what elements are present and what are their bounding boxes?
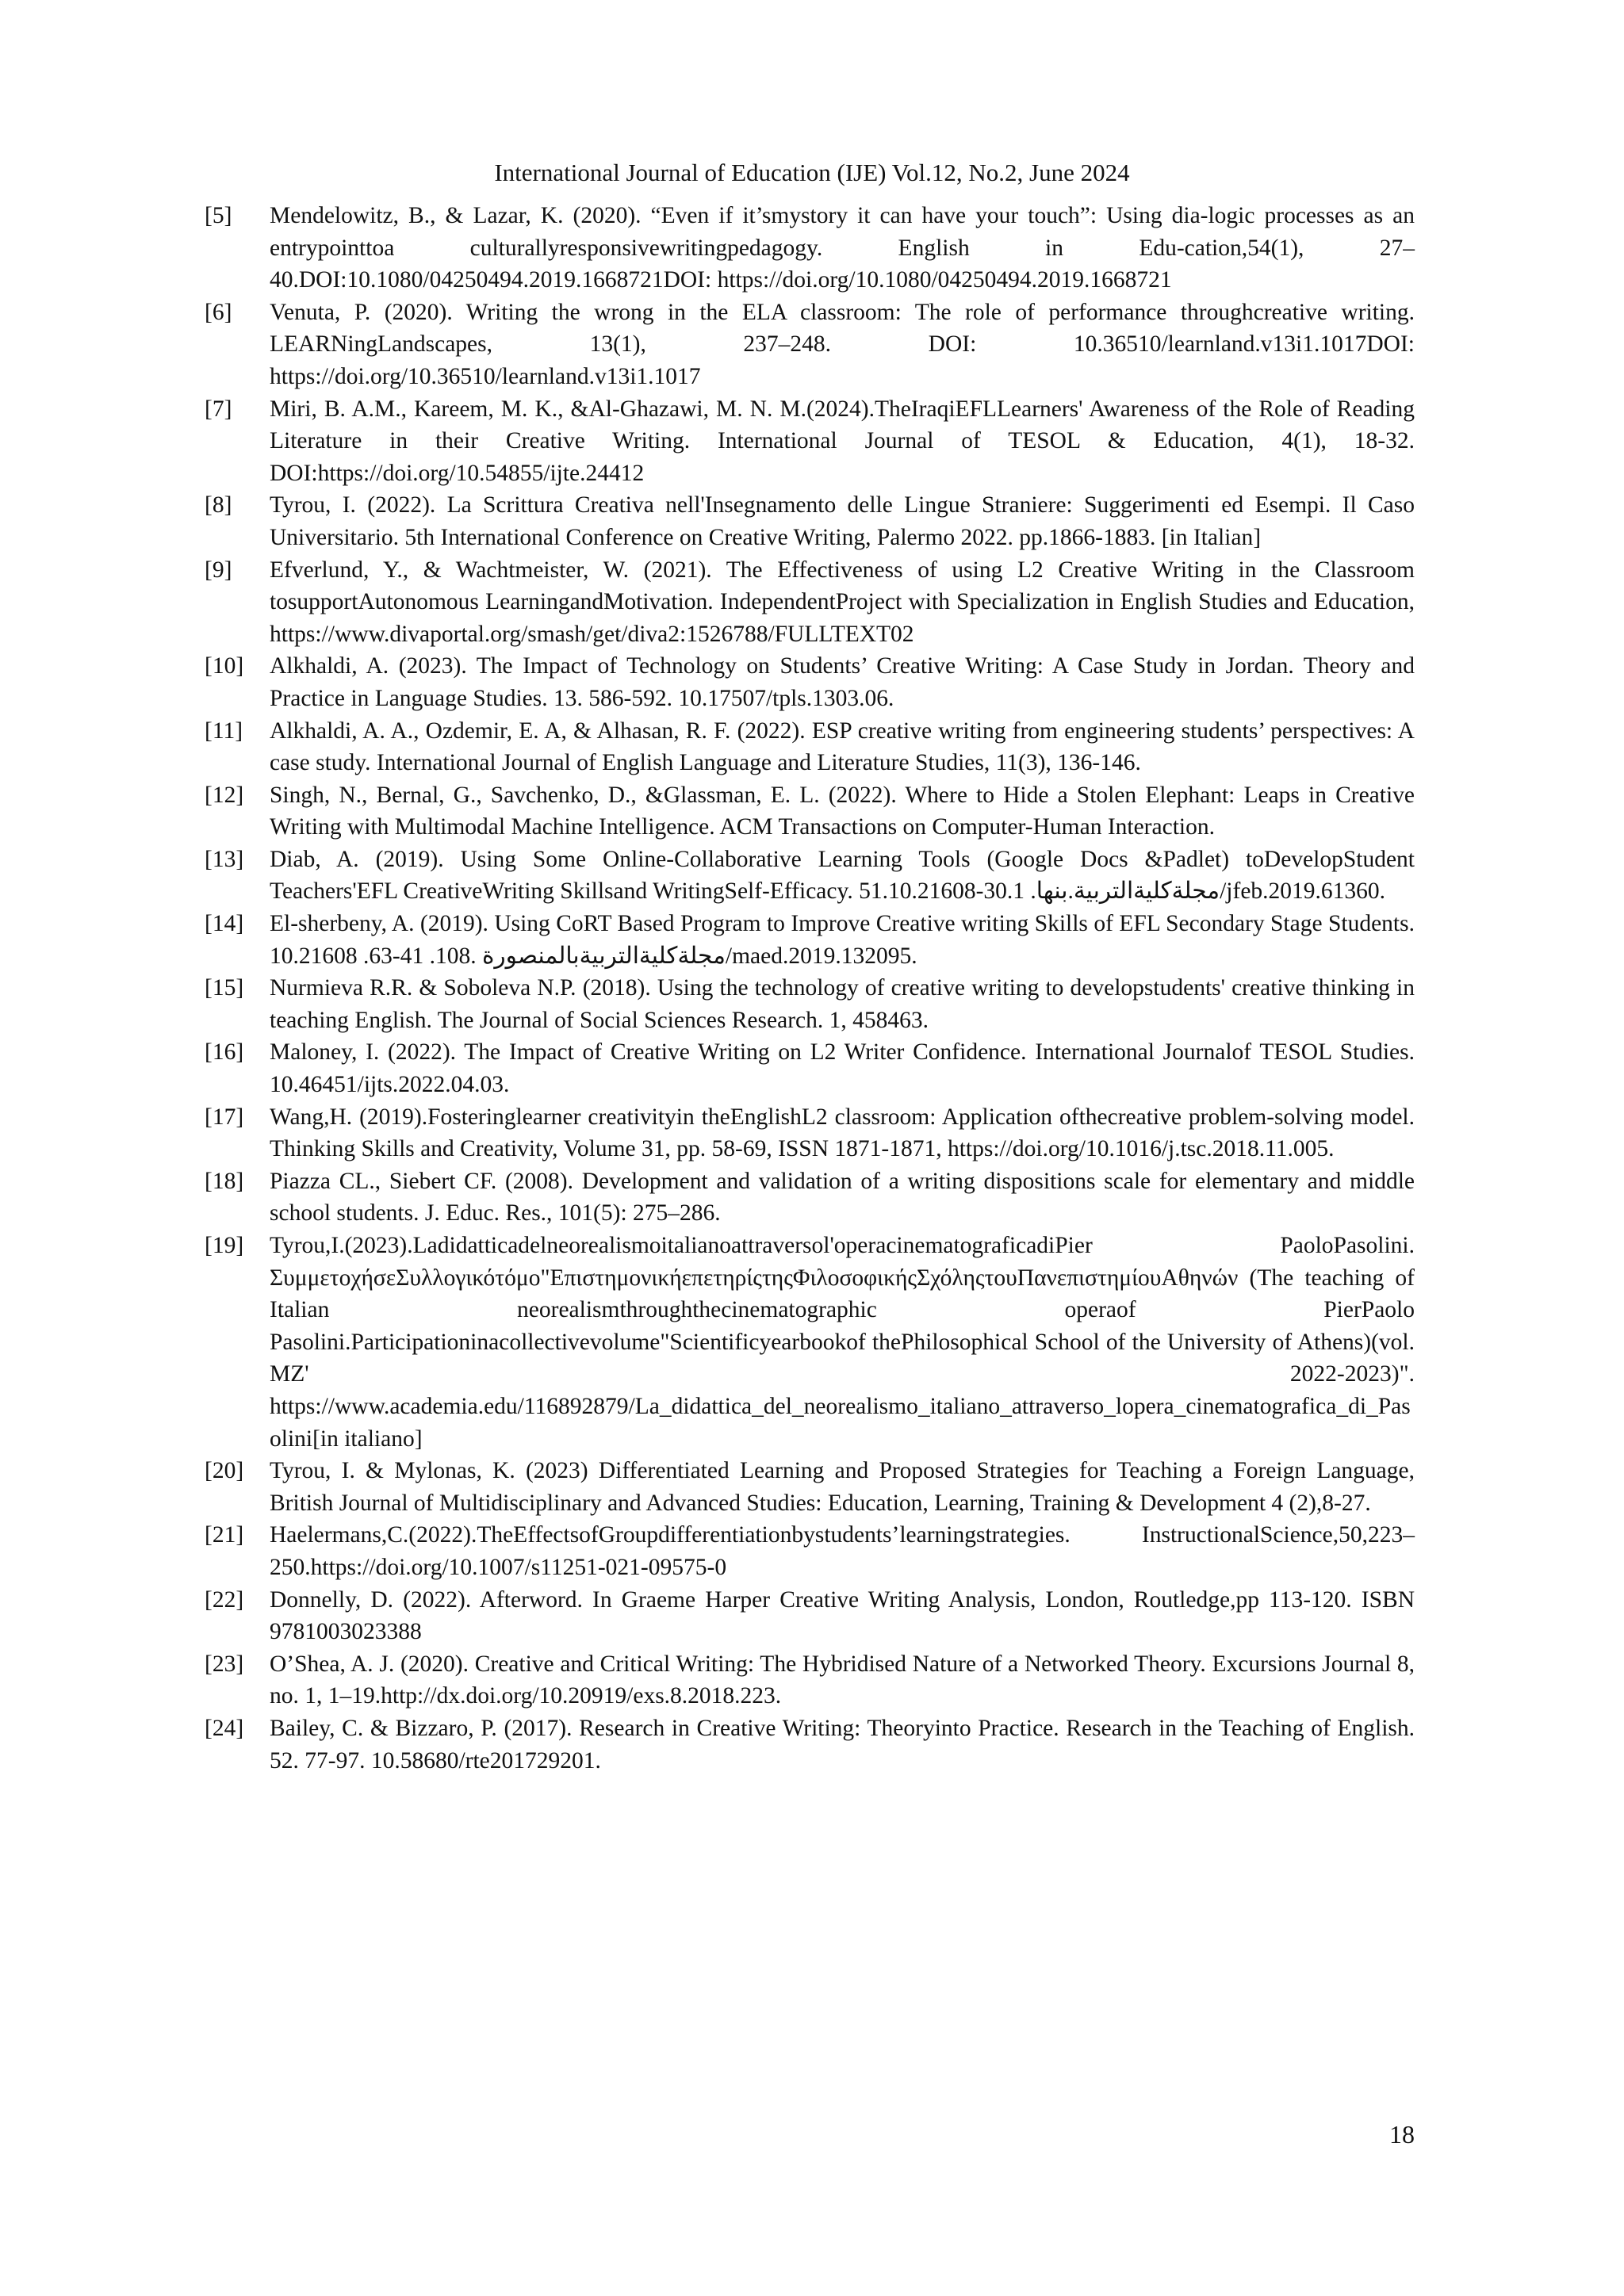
- reference-text: Singh, N., Bernal, G., Savchenko, D., &Glassman, E. L. (2022). Where to Hide a Stolen Elephant: Leaps in Creative Writing with Multimodal Machine Intelligence. ACM Transactions on Computer-Human Interaction.: [270, 782, 1415, 840]
- reference-text: El-sherbeny, A. (2019). Using CoRT Based Program to Improve Creative writing Skills of EFL Secondary Stage Students. 10.21608 .63-41 .108. مجلةكليةالتربيةبالمنصورة/maed.2019.132095.: [270, 911, 1415, 969]
- reference-entry: [205, 779, 1415, 844]
- reference-entry: [205, 1036, 1415, 1100]
- reference-entry: [205, 200, 1415, 297]
- reference-entry: [205, 1165, 1415, 1230]
- reference-text: Mendelowitz, B., & Lazar, K. (2020). “Even if it’smystory it can have your touch”: Using dia-logic processes as an entrypointtoa culturallyresponsivewritingpedagogy. English in Edu-cation,54(1), 27–40.DOI:10.1080/04250494.2019.1668721DOI: https://doi.org/10.1080/04250494.2019.1668721: [270, 203, 1415, 293]
- reference-number: [23]: [205, 1651, 244, 1677]
- reference-number: [20]: [205, 1458, 244, 1484]
- reference-text: Tyrou, I. (2022). La Scrittura Creativa nell'Insegnamento delle Lingue Straniere: Suggerimenti ed Esempi. Il Caso Universitario. 5th International Conference on Creative Writing, Palermo 2022. pp.1866-1883. [in Italian]: [270, 492, 1415, 550]
- reference-number: [7]: [205, 396, 232, 422]
- reference-text: Tyrou, I. & Mylonas, K. (2023) Differentiated Learning and Proposed Strategies for Teaching a Foreign Language, British Journal of Multidisciplinary and Advanced Studies: Education, Learning, Training & Development 4 (2),8-27.: [270, 1458, 1415, 1516]
- reference-text: Diab, A. (2019). Using Some Online-Collaborative Learning Tools (Google Docs &Padlet) toDevelopStudent Teachers'EFL CreativeWriting Skillsand WritingSelf-Efficacy. مجلةكليةالتربية.بنها. 30.1-51.10.21608/jfeb.2019.61360.: [270, 846, 1415, 905]
- reference-entry: [205, 297, 1415, 393]
- reference-number: [19]: [205, 1233, 244, 1258]
- reference-text: Alkhaldi, A. (2023). The Impact of Technology on Students’ Creative Writing: A Case Study in Jordan. Theory and Practice in Language Studies. 13. 586-592. 10.17507/tpls.1303.06.: [270, 653, 1415, 711]
- reference-number: [16]: [205, 1039, 244, 1066]
- reference-text: Efverlund, Y., & Wachtmeister, W. (2021). The Effectiveness of using L2 Creative Writing in the Classroom tosupportAutonomous LearningandMotivation. IndependentProject with Specialization in English Studies and Education, https://www.divaportal.org/smash/get/diva2:1526788/FULLTEXT02: [270, 557, 1415, 647]
- reference-number: [21]: [205, 1522, 244, 1548]
- reference-number: [12]: [205, 782, 244, 808]
- reference-entry: [205, 489, 1415, 553]
- reference-number: [18]: [205, 1168, 244, 1194]
- reference-number: [17]: [205, 1104, 244, 1130]
- reference-entry: [205, 650, 1415, 714]
- reference-entry: [205, 1519, 1415, 1583]
- reference-entry: [205, 1455, 1415, 1519]
- reference-number: [9]: [205, 557, 232, 583]
- reference-number: [15]: [205, 975, 244, 1001]
- reference-entry: [205, 844, 1415, 908]
- reference-number: [6]: [205, 299, 232, 325]
- reference-entry: [205, 1230, 1415, 1455]
- reference-text: Piazza CL., Siebert CF. (2008). Development and validation of a writing dispositions scale for elementary and middle school students. J. Educ. Res., 101(5): 275–286.: [270, 1168, 1415, 1226]
- reference-entry: [205, 1712, 1415, 1777]
- reference-text: Maloney, I. (2022). The Impact of Creative Writing on L2 Writer Confidence. International Journalof TESOL Studies. 10.46451/ijts.2022.04.03.: [270, 1039, 1415, 1098]
- page-number: 18: [1389, 2120, 1415, 2149]
- reference-entry: [205, 393, 1415, 490]
- reference-text: Bailey, C. & Bizzaro, P. (2017). Research in Creative Writing: Theoryinto Practice. Research in the Teaching of English. 52. 77-97. 10.58680/rte201729201.: [270, 1715, 1415, 1774]
- reference-number: [10]: [205, 653, 244, 679]
- reference-number: [8]: [205, 492, 232, 519]
- reference-text: Nurmieva R.R. & Soboleva N.P. (2018). Using the technology of creative writing to developstudents' creative thinking in teaching English. The Journal of Social Sciences Research. 1, 458463.: [270, 975, 1415, 1033]
- reference-entry: [205, 972, 1415, 1036]
- reference-number: [14]: [205, 911, 244, 937]
- reference-text: Tyrou,I.(2023).Ladidatticadelneorealismoitalianoattraversol'operacinematograficadiPier PaoloPasolini. ΣυμμετοχήσεΣυλλογικότόμο"ΕπιστημονικήεπετηρίςτηςΦιλοσοφικήςΣχόληςτουΠανεπιστημίουΑθηνών (The teaching of Italian neorealismthroughthecinematographic operaof PierPaolo Pasolini.Participationinacollectivevolume"Scientificyearbookof thePhilosophical School of the University of Athens)(vol. MZ' 2022-2023)". https://www.academia.edu/116892879/La_didattica_del_neorealismo_italiano_attraverso_lopera_cinematografica_di_Pasolini[in italiano]: [270, 1233, 1415, 1452]
- reference-number: [22]: [205, 1586, 244, 1613]
- reference-entry: [205, 1584, 1415, 1648]
- reference-number: [5]: [205, 203, 232, 228]
- reference-number: [11]: [205, 718, 243, 744]
- reference-text: O’Shea, A. J. (2020). Creative and Critical Writing: The Hybridised Nature of a Networked Theory. Excursions Journal 8, no. 1, 1–19.http://dx.doi.org/10.20919/exs.8.2018.223.: [270, 1651, 1415, 1709]
- running-header: International Journal of Education (IJE) Vol.12, No.2, June 2024: [494, 159, 1130, 186]
- reference-number: [24]: [205, 1715, 244, 1741]
- reference-text: Wang,H. (2019).Fosteringlearner creativityin theEnglishL2 classroom: Application ofthecreative problem-solving model. Thinking Skills and Creativity, Volume 31, pp. 58-69, ISSN 1871-1871, https://doi.org/10.1016/j.tsc.2018.11.005.: [270, 1104, 1415, 1162]
- reference-text: Venuta, P. (2020). Writing the wrong in the ELA classroom: The role of performance throughcreative writing. LEARNingLandscapes, 13(1), 237–248. DOI: 10.36510/learnland.v13i1.1017DOI: https://doi.org/10.36510/learnland.v13i1.1017: [270, 299, 1415, 389]
- reference-list: [205, 200, 1415, 1777]
- reference-entry: [205, 908, 1415, 972]
- reference-number: [13]: [205, 846, 244, 872]
- reference-text: Alkhaldi, A. A., Ozdemir, E. A, & Alhasan, R. F. (2022). ESP creative writing from engineering students’ perspectives: A case study. International Journal of English Language and Literature Studies, 11(3), 136-146.: [270, 718, 1415, 776]
- reference-text: Miri, B. A.M., Kareem, M. K., &Al-Ghazawi, M. N. M.(2024).TheIraqiEFLLearners' Awareness of the Role of Reading Literature in their Creative Writing. International Journal of TESOL & Education, 4(1), 18-32. DOI:https://doi.org/10.54855/ijte.24412: [270, 396, 1415, 486]
- reference-entry: [205, 554, 1415, 651]
- reference-text: Donnelly, D. (2022). Afterword. In Graeme Harper Creative Writing Analysis, London, Routledge,pp 113-120. ISBN 9781003023388: [270, 1586, 1415, 1645]
- reference-entry: [205, 1648, 1415, 1712]
- reference-entry: [205, 715, 1415, 779]
- reference-text: Haelermans,C.(2022).TheEffectsofGroupdifferentiationbystudents’learningstrategies. InstructionalScience,50,223–250.https://doi.org/10.1007/s11251-021-09575-0: [270, 1522, 1415, 1580]
- reference-entry: [205, 1101, 1415, 1165]
